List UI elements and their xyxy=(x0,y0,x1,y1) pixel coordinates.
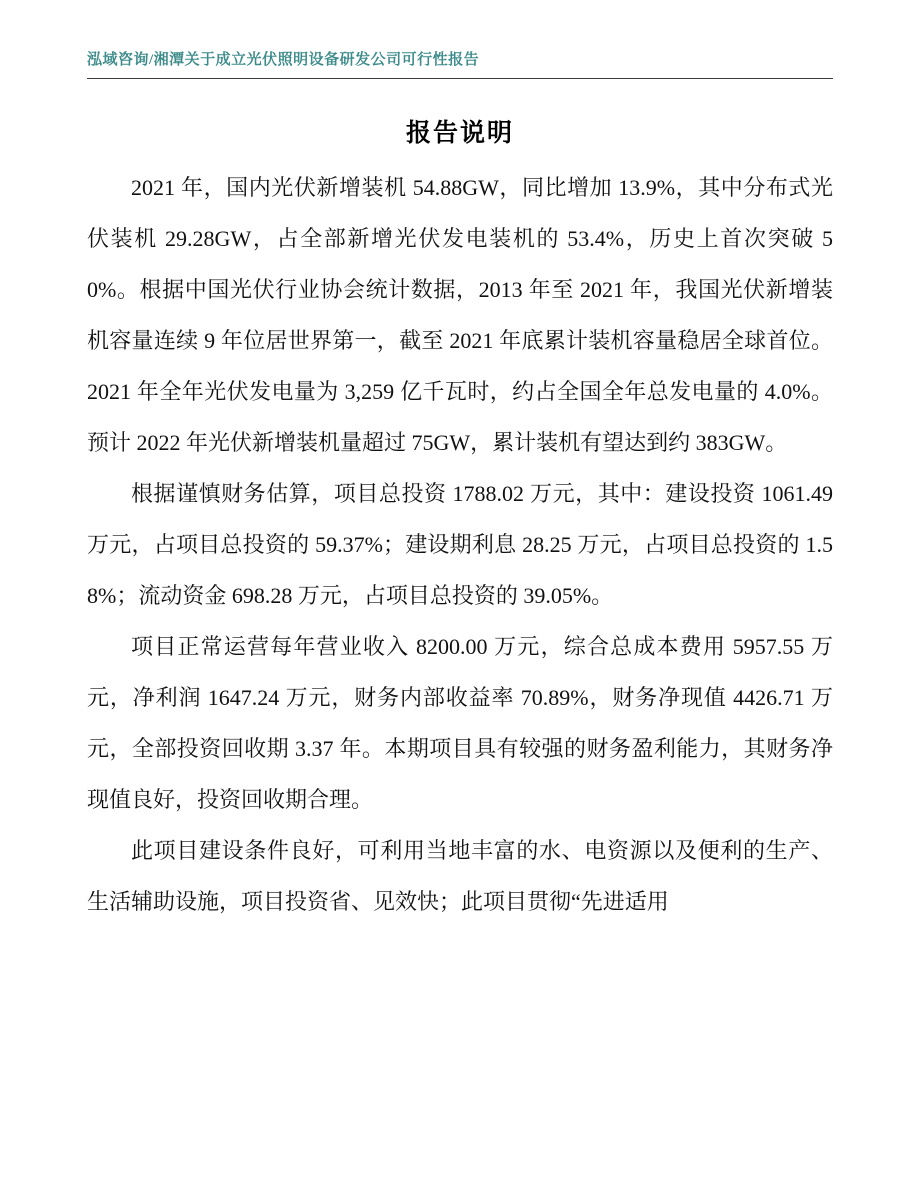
document-body xyxy=(87,162,833,927)
report-title: 报告说明 xyxy=(405,120,514,147)
paragraph-financial-performance: 项目正常运营每年营业收入 8200.00 万元，综合总成本费用 5957.55 万元，净利润 1647.24 万元，财务内部收益率 70.89%，财务净现值 4426.71 万元，全部投资回收期 3.37 年。本期项目具有较强的财务盈利能力，其财务净现值良好，投资回收期合理。 xyxy=(87,634,833,812)
document-header xyxy=(87,50,833,79)
header-text: 泓域咨询/湘潭关于成立光伏照明设备研发公司可行性报告 xyxy=(87,52,480,68)
paragraph-industry-overview: 2021 年，国内光伏新增装机 54.88GW，同比增加 13.9%，其中分布式光伏装机 29.28GW，占全部新增光伏发电装机的 53.4%，历史上首次突破 50%。根据中国光伏行业协会统计数据，2013 年至 2021 年，我国光伏新增装机容量连续 9 年位居世界第一，截至 2021 年底累计装机容量稳居全球首位。2021 年全年光伏发电量为 3,259 亿千瓦时，约占全国全年总发电量的 4.0%。预计 2022 年光伏新增装机量超过 75GW，累计装机有望达到约 383GW。 xyxy=(87,175,834,455)
paragraph-investment-estimate: 根据谨慎财务估算，项目总投资 1788.02 万元，其中：建设投资 1061.49 万元，占项目总投资的 59.37%；建设期利息 28.25 万元，占项目总投资的 1.58%；流动资金 698.28 万元，占项目总投资的 39.05%。 xyxy=(87,481,833,608)
paragraph-construction-conditions: 此项目建设条件良好，可利用当地丰富的水、电资源以及便利的生产、生活辅助设施，项目投资省、见效快；此项目贯彻“先进适用 xyxy=(87,838,833,914)
